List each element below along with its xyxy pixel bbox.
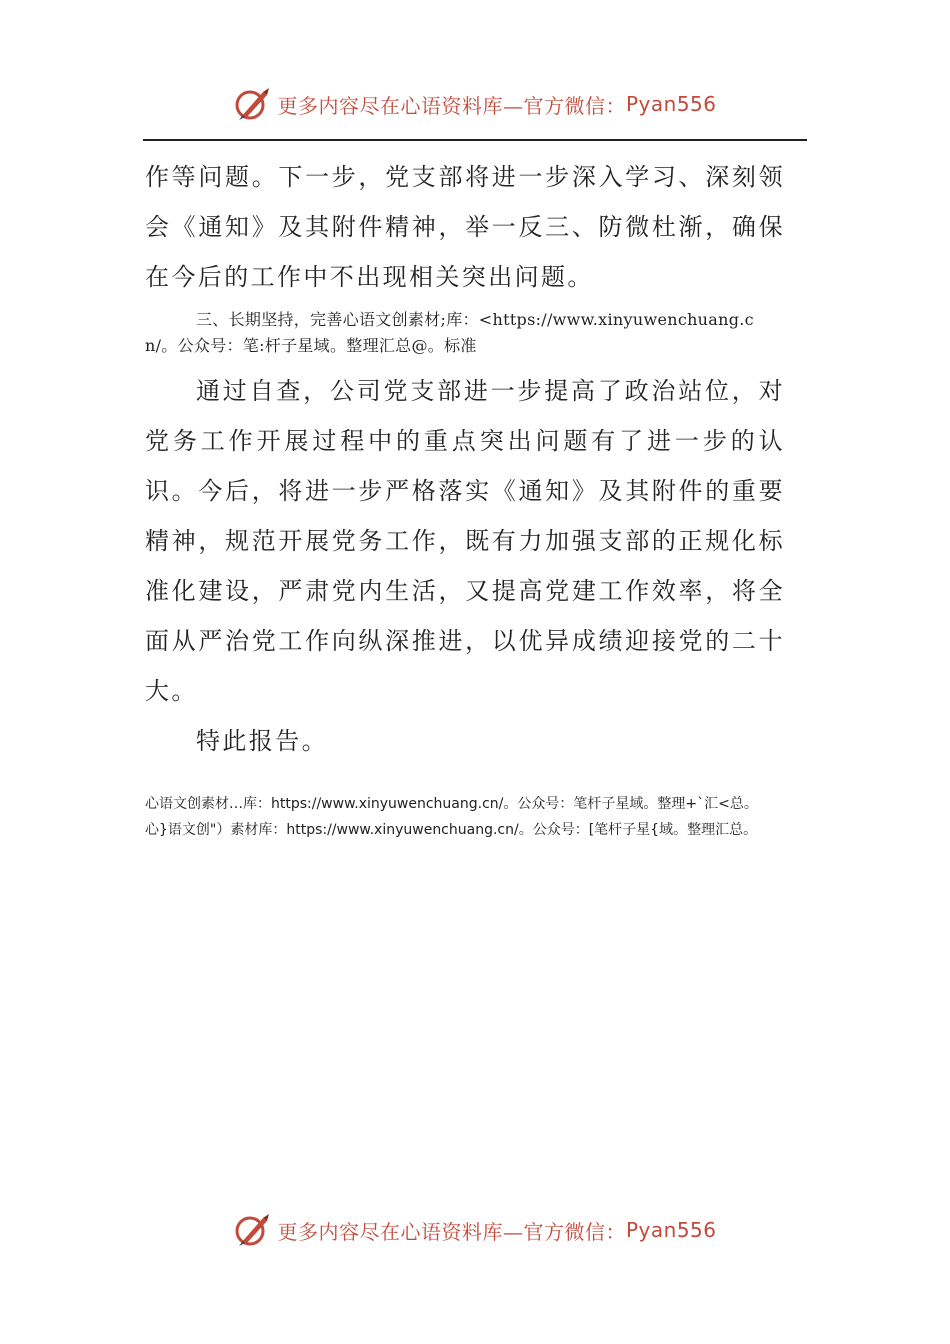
paragraph-summary: 通过自查，公司党支部进一步提高了政治站位，对党务工作开展过程中的重点突出问题有了进一步的认识。今后，将进一步严格落实《通知》及其附件的重要精神，规范开展党务工作，既有力加强支部的正规化标准化建设，严肃党内生活，又提高党建工作效率，将全面从严治党工作向纵深推进，以优异成绩迎接党的二十大。 (145, 377, 785, 705)
closing-line: 特此报告。 (196, 727, 328, 755)
header-rule (143, 139, 807, 141)
paragraph-continuation: 作等问题。下一步，党支部将进一步深入学习、深刻领会《通知》及其附件精神，举一反三、防微杜渐，确保在今后的工作中不出现相关突出问题。 (145, 163, 785, 291)
banner-text: 更多内容尽在心语资料库—官方微信： (277, 1219, 626, 1244)
quill-logo-icon (233, 84, 273, 124)
quill-logo-icon (233, 1210, 273, 1250)
banner-text: 更多内容尽在心语资料库—官方微信： (277, 93, 626, 118)
watermark-line-1: 心语文创素材…库：https://www.xinyuwenchuang.cn/。公众号：笔杆子星域。整理+`汇<总。 (145, 796, 758, 812)
watermark-footer (145, 791, 825, 843)
header-banner (0, 74, 950, 134)
banner-wechat-id: Pyan556 (625, 1218, 717, 1242)
section-heading: 三、长期坚持，完善心语文创素材;库：<https://www.xinyuwenchuang.cn/。公众号：笔:杆子星域。整理汇总@。标准 (145, 310, 754, 355)
watermark-line-2: 心}语文创"）素材库：https://www.xinyuwenchuang.cn/。公众号：[笔杆子星{域。整理汇总。 (145, 822, 758, 838)
document-body (145, 152, 785, 766)
footer-banner (0, 1200, 950, 1260)
banner-wechat-id: Pyan556 (625, 92, 717, 116)
